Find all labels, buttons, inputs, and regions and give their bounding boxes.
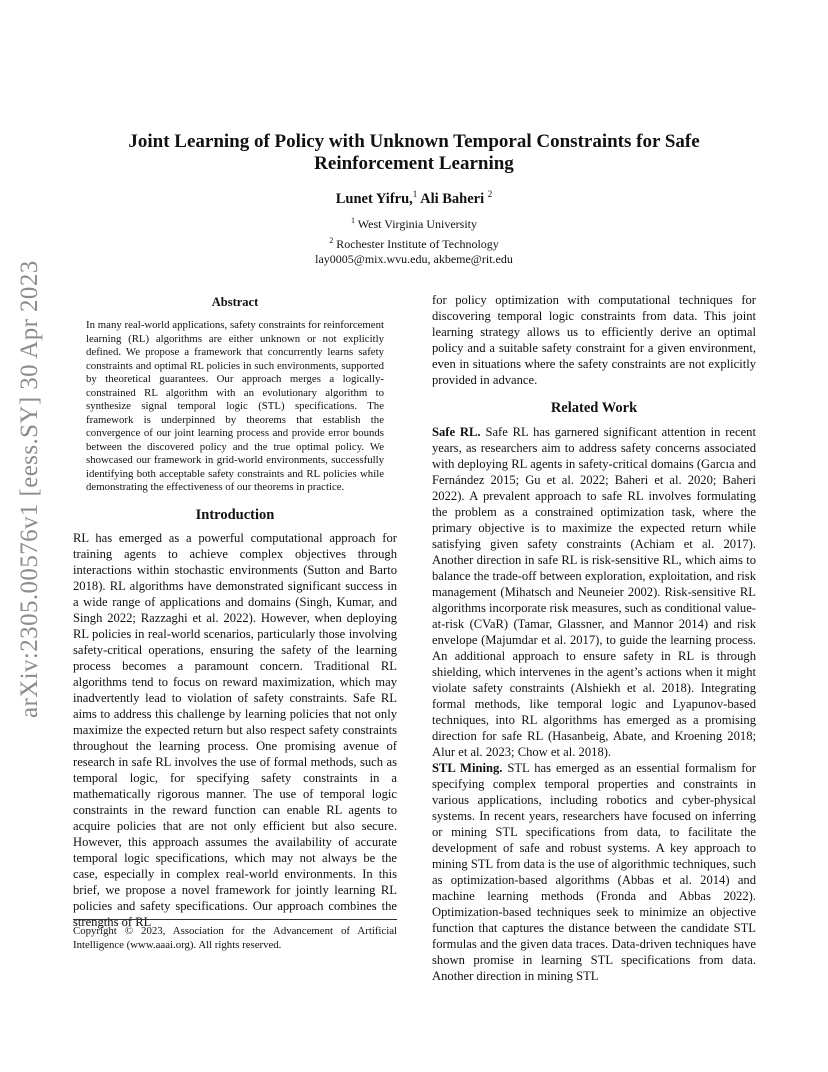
arxiv-identifier: arXiv:2305.00576v1 [eess.SY] 30 Apr 2023 (16, 260, 43, 718)
stl-mining-text: STL has emerged as an essential formalism for specifying complex temporal properties and constraints in various applications, including robotics and cyber-physical systems. In recent years, researchers have focused on inferring or mining STL specifications from data, to facilitate the development of safe and robust systems. A key approach to mining STL from data is the use of algorithmic techniques, such as optimization-based algorithms (Abbas et al. 2014) and machine learning methods (Fronda and Abbas 2022). Optimization-based techniques seek to minimize an objective function that captures the distance between the candidate STL formulas and the given data traces. Data-driven techniques have shown promise in learning STL specifications from data. Another direction in mining STL (432, 761, 756, 983)
author-name: Ali Baheri (420, 190, 485, 207)
abstract-body (73, 319, 397, 495)
introduction-heading: Introduction (195, 506, 275, 523)
affil-marker: 1 (351, 216, 355, 225)
title-line-2: Reinforcement Learning (314, 153, 514, 174)
author-name: Lunet Yifru, (335, 190, 413, 207)
safe-rl-text: Safe RL has garnered significant attention in recent years, as researchers aim to address safety concerns associated with deploying RL agents in safety-critical domains (Garcıa and Fernández 2015; Gu et al. 2022; Baheri et al. 2020; Baheri 2022). A prevalent approach to safe RL involves formulating the problem as a constrained optimization task, where the primary objective is to maximize the expected return while satisfying given safety constraints (Achiam et al. 2017). Another direction in safe RL is risk-sensitive RL, which aims to balance the trade-off between exploration, exploitation, and risk management (Mihatsch and Neuneier 2002). Risk-sensitive RL algorithms incorporate risk measures, such as conditional value-at-risk (CVaR) (Tamar, Glassner, and Mannor 2014) and risk envelope (Majumdar et al. 2017), to guide the learning process. An additional approach to ensure safety in RL is through shielding, which intervenes in the agent’s actions when it might violate safety constraints (Alshiekh et al. 2018). Integrating formal methods, like temporal logic and Lyapunov-based techniques, into RL algorithms has emerged as a promising direction for safe RL (Hasanbeig, Abate, and Kroening 2018; Alur et al. 2023; Chow et al. 2018). (432, 425, 756, 759)
introduction-paragraph: RL has emerged as a powerful computational approach for training agents to achieve complex objectives through interactions within stochastic environments (Sutton and Barto 2018). RL algorithms have demonstrated significant success in a wide range of applications and domains (Singh, Kumar, and Singh 2022; Razzaghi et al. 2022). However, when deploying RL policies in real-world scenarios, particularly those involving safety-critical operations, ensuring the safety of the learning process becomes a paramount concern. Traditional RL algorithms tend to focus on reward maximization, which may inadvertently lead to violation of safety constraints. Safe RL aims to address this challenge by learning policies that not only maximize the expected return but also respect safety constraints throughout the learning process. One promising avenue of research in safe RL involves the use of formal methods, such as temporal logic, for specifying safety constraints in a mathematically rigorous manner. The use of temporal logic constraints in the reward function can enable RL agents to acquire policies that are not only efficient but also secure. However, this approach assumes the availability of accurate temporal logic specifications, which may not always be the case, especially in complex real-world environments. In this brief, we propose a novel framework for jointly learning RL policies and safety specifications. Our approach combines the strengths of RL (73, 530, 397, 929)
abstract-heading: Abstract (211, 295, 259, 309)
affiliation-name: West Virginia University (357, 217, 477, 231)
copyright-footnote: Copyright © 2023, Association for the Advancement of Artificial Intelligence (www.aaai.org). All rights reserved. (73, 919, 397, 952)
affiliation-line (96, 213, 732, 233)
affil-marker: 2 (329, 235, 334, 245)
right-column (432, 292, 756, 984)
affiliations (96, 213, 732, 268)
stl-mining-paragraph (432, 760, 756, 984)
related-work-heading: Related Work (550, 400, 638, 416)
author-affil-marker: 2 (487, 189, 493, 199)
affiliation-name: Rochester Institute of Technology (336, 236, 499, 251)
introduction-paragraph-continued: for policy optimization with computational techniques for discovering temporal logic constraints from data. This joint learning strategy allows us to efficiently derive an optimal policy and a suitable safety constraint for a given environment, even in situations where the safety constraints are not explicitly provided in advance. (432, 293, 756, 387)
abstract-text: In many real-world applications, safety constraints for reinforcement learning (RL) algorithms are either unknown or not explicitly defined. We propose a framework that concurrently learns safety constraints and optimal RL policies in such environments, supported by theoretical guarantees. Our approach merges a logically-constrained RL algorithm with an evolutionary algorithm to synthesize signal temporal logic (STL) specifications. The framework is underpinned by theorems that establish the convergence of our joint learning process and provide error bounds between the discovered policy and the true optimal policy. We showcased our framework in grid-world environments, successfully identifying both acceptable safety constraints and RL policies while demonstrating the effectiveness of our theorems in practice. (86, 319, 384, 493)
author-emails: lay0005@mix.wvu.edu, akbeme@rit.edu (315, 252, 513, 266)
author-list (96, 189, 732, 208)
left-column (73, 294, 397, 930)
affiliation-line (96, 233, 732, 253)
stl-mining-run-in-heading: STL Mining. (432, 761, 503, 775)
author-affil-marker: 1 (412, 189, 418, 199)
safe-rl-run-in-heading: Safe RL. (432, 425, 481, 439)
paper-title (96, 131, 732, 175)
safe-rl-paragraph (432, 424, 756, 760)
title-line-1: Joint Learning of Policy with Unknown Temporal Constraints for Safe (128, 131, 700, 152)
